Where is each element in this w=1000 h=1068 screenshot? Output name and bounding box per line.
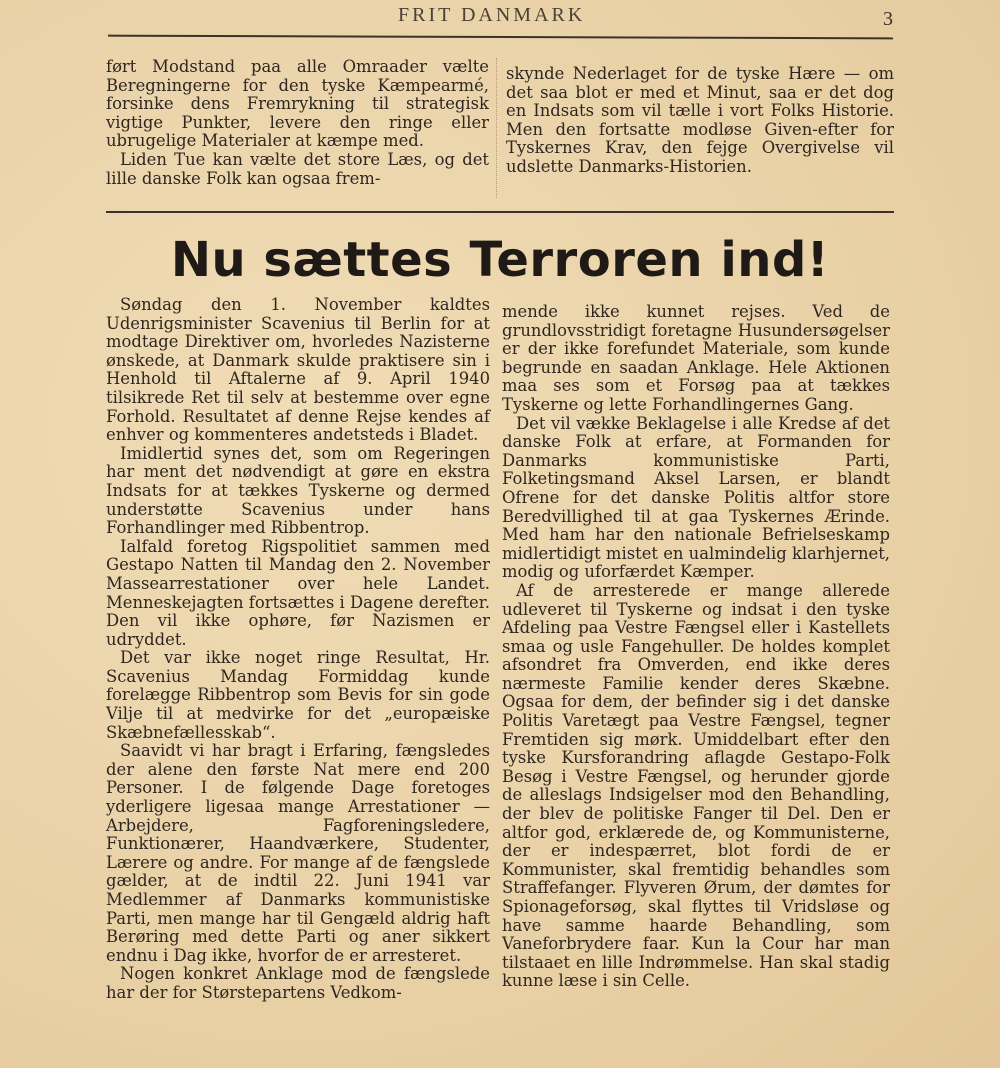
paragraph: Liden Tue kan vælte det store Læs, og det lille danske Folk kan ogsaa frem- xyxy=(106,149,489,188)
column-divider xyxy=(496,58,497,198)
masthead: FRIT DANMARK xyxy=(398,4,586,26)
paragraph: Nogen konkret Anklage mod de fængslede har der for Størstepartens Vedkom- xyxy=(106,964,490,1002)
paragraph: skynde Nederlaget for de tyske Hære — om det saa blot er med et Minut, saa er det dog en Indsats som vil tælle i vort Folks Historie. Men den fortsatte modløse Given-efter for Tyskernes Krav, den fejge Overgivelse vil udslette Danmarks-Historien. xyxy=(506,64,894,176)
paragraph: Det var ikke noget ringe Resultat, Hr. Scavenius Mandag Formiddag kunde forelægge Ribbentrop som Bevis for sin gode Vilje til at medvirke for det „europæiske Skæbnefællesskab“. xyxy=(106,648,490,742)
paragraph: Af de arresterede er mange allerede udleveret til Tyskerne og indsat i den tyske Afdeling paa Vestre Fængsel eller i Kastellets smaa og usle Fangehuller. De holdes komplet afsondret fra Omverden, end ikke deres nærmeste Familie kender deres Skæbne. Ogsaa for dem, der befinder sig i det danske Politis Varetægt paa Vestre Fængsel, tegner Fremtiden sig mørk. Umiddelbart efter den tyske Kursforandring aflagde Gestapo-Folk Besøg i Vestre Fængsel, og herunder gjorde de alleslags Indsigelser mod den Behandling, der blev de politiske Fanger til Del. Den er altfor god, erklærede de, og Kommunisterne, der er indespærret, blot fordi de er Kommunister, skal fremtidig behandles som Straffefanger. Flyveren Ørum, der dømtes for Spionageforsøg, skal flyttes til Vridsløse og have samme haarde Behandling, som Vaneforbrydere faar. Kun la Cour har man tilstaaet en lille Indrømmelse. Han skal stadig kunne læse i sin Celle. xyxy=(502,580,890,991)
top-left-column xyxy=(106,58,489,188)
section-rule xyxy=(106,211,894,213)
article-right-column xyxy=(502,303,890,991)
paragraph: Ialfald foretog Rigspolitiet sammen med Gestapo Natten til Mandag den 2. November Massearrestationer over hele Landet. Menneskejagten fortsættes i Dagene derefter. Den vil ikke ophøre, før Nazismen er udryddet. xyxy=(106,536,490,649)
paragraph: Det vil vække Beklagelse i alle Kredse af det danske Folk at erfare, at Formanden for Danmarks kommunistiske Parti, Folketingsmand Aksel Larsen, er blandt Ofrene for det danske Politis altfor store Beredvillighed til at gaa Tyskernes Ærinde. Med ham har den nationale Befrielseskamp midlertidigt mistet en ualmindelig klarhjernet, modig og uforfærdet Kæmper. xyxy=(502,413,890,582)
paragraph: ført Modstand paa alle Omraader vælte Beregningerne for den tyske Kæmpearmé, forsinke dens Fremrykning til strategisk vigtige Punkter, levere den ringe eller ubrugelige Materialer at kæmpe med. xyxy=(106,57,489,151)
article-left-column xyxy=(106,296,490,1003)
page-number: 3 xyxy=(883,8,893,30)
paragraph: Søndag den 1. November kaldtes Udenrigsminister Scavenius til Berlin for at modtage Direktiver om, hvorledes Nazisterne ønskede, at Danmark skulde praktisere sin i Henhold til Aftalerne af 9. April 1940 tilsikrede Ret til selv at bestemme over egne Forhold. Resultatet af denne Rejse kendes af enhver og kommenteres andetsteds i Bladet. xyxy=(106,295,490,445)
top-right-column xyxy=(506,65,894,177)
article-headline: Nu sættes Terroren ind! xyxy=(170,232,830,288)
paragraph: Imidlertid synes det, som om Regeringen har ment det nødvendigt at gøre en ekstra Indsats for at tækkes Tyskerne og dermed understøtte Scavenius under hans Forhandlinger med Ribbentrop. xyxy=(106,443,490,538)
paragraph: mende ikke kunnet rejses. Ved de grundlovsstridigt foretagne Husundersøgelser er der ikke forefundet Materiale, som kunde begrunde en saadan Anklage. Hele Aktionen maa ses som et Forsøg paa at tækkes Tyskerne og lette Forhandlingernes Gang. xyxy=(502,302,890,414)
paragraph: Saavidt vi har bragt i Erfaring, fængsledes der alene den første Nat mere end 200 Personer. I de følgende Dage foretoges yderligere ligesaa mange Arrestationer — Arbejdere, Fagforeningsledere, Funktionærer, Haandværkere, Studenter, Lærere og andre. For mange af de fængslede gælder, at de indtil 22. Juni 1941 var Medlemmer af Danmarks kommunistiske Parti, men mange har til Gengæld aldrig haft Berøring med dette Parti og aner sikkert endnu i Dag ikke, hvorfor de er arresteret. xyxy=(106,741,490,965)
